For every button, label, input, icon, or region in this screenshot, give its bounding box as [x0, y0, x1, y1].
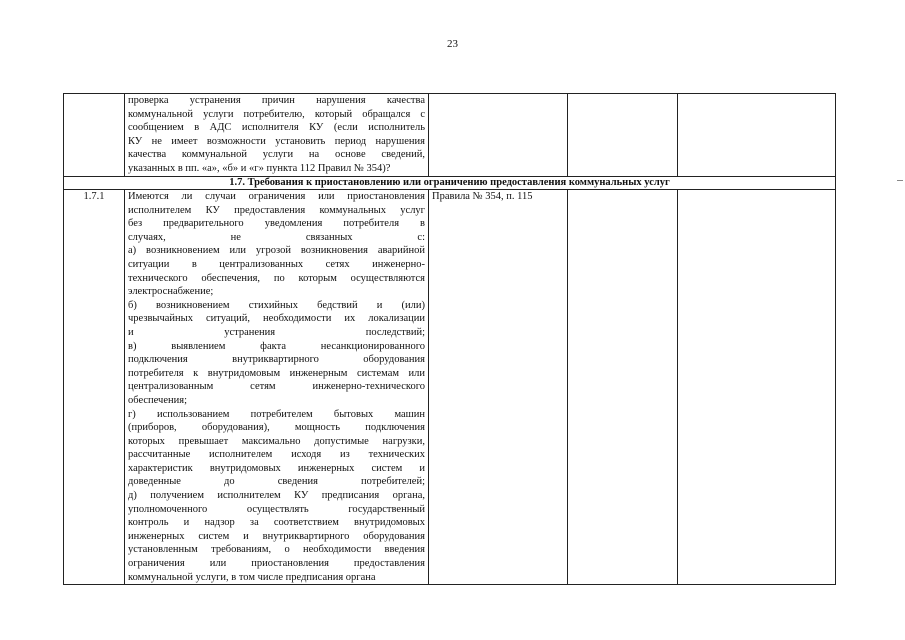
text-line: и устранения последствий;	[128, 326, 425, 338]
cell-question	[125, 190, 429, 585]
section-title: 1.7. Требования к приостановлению или ограничению предоставления коммунальных услуг	[64, 177, 836, 190]
cell-reference	[429, 94, 568, 177]
section-header-row	[64, 177, 836, 190]
text-line: исполнителем КУ предоставления коммунальных услуг	[128, 204, 425, 216]
text-line: (приборов, оборудования), мощность подключения	[128, 422, 425, 434]
text-line: которых превышает максимально допустимые нагрузки,	[128, 435, 425, 447]
cell-empty	[568, 190, 678, 585]
text-line: КУ не имеет возможности установить период нарушения	[128, 135, 425, 147]
text-line: рассчитанные исполнителем исходя из технических	[128, 449, 425, 461]
margin-mark	[897, 180, 903, 181]
text-line: электроснабжение;	[128, 286, 214, 298]
text-line: контроль и надзор за соответствием внутридомовых	[128, 517, 425, 529]
text-line: указанных в пп. «а», «б» и «г» пункта 112 Правил № 354)?	[128, 162, 391, 174]
cell-empty	[678, 190, 836, 585]
text-line: сообщением в АДС исполнителя КУ (если исполнитель	[128, 122, 425, 134]
text-line: Имеются ли случаи ограничения или приостановления	[128, 191, 425, 202]
text-line: проверка устранения причин нарушения качества	[128, 95, 425, 106]
text-line: характеристик внутридомовых инженерных систем и	[128, 462, 425, 474]
cell-number: 1.7.1	[64, 190, 125, 585]
text-line: потребителя к внутридомовым инженерным системам или	[128, 367, 425, 379]
cell-number	[64, 94, 125, 177]
text-line: г) использованием потребителем бытовых машин	[128, 408, 425, 420]
text-line: ограничения или приостановления предоставления	[128, 558, 425, 570]
cell-question	[125, 94, 429, 177]
text-line: д) получением исполнителем КУ предписания органа,	[128, 490, 425, 502]
text-line: ситуации в централизованных сетях инженерно-	[128, 258, 425, 270]
text-line: обеспечения;	[128, 394, 187, 406]
text-line: подключения внутриквартирного оборудования	[128, 354, 425, 366]
table-row	[64, 94, 836, 177]
text-line: качества коммунальной услуги на основе сведений,	[128, 149, 425, 161]
table-row	[64, 190, 836, 585]
text-line: б) возникновением стихийных бедствий и (или)	[128, 299, 425, 311]
text-line: а) возникновением или угрозой возникновения аварийной	[128, 245, 425, 257]
text-line: в) выявлением факта несанкционированного	[128, 340, 425, 352]
text-line: инженерных систем и внутриквартирного оборудования	[128, 530, 425, 542]
text-line: коммунальной услуги потребителю, который обращался с	[128, 108, 425, 120]
cell-empty	[568, 94, 678, 177]
cell-empty	[678, 94, 836, 177]
text-line: без предварительного уведомления потребителя в	[128, 218, 425, 230]
page-number: 23	[447, 38, 458, 50]
text-line: чрезвычайных ситуаций, необходимости их локализации	[128, 313, 425, 325]
cell-reference: Правила № 354, п. 115	[429, 190, 568, 585]
text-line: коммунальной услуги, в том числе предписания органа	[128, 571, 376, 583]
text-line: установленным требованиям, о необходимости введения	[128, 544, 425, 556]
requirements-table	[63, 93, 836, 585]
text-line: уполномоченного осуществлять государственный	[128, 503, 425, 515]
text-line: централизованным сетям инженерно-технического	[128, 381, 425, 393]
text-line: доведенные до сведения потребителей;	[128, 476, 425, 488]
text-line: технического обеспечения, по которым осуществляются	[128, 272, 425, 284]
text-line: случаях, не связанных с:	[128, 231, 425, 243]
